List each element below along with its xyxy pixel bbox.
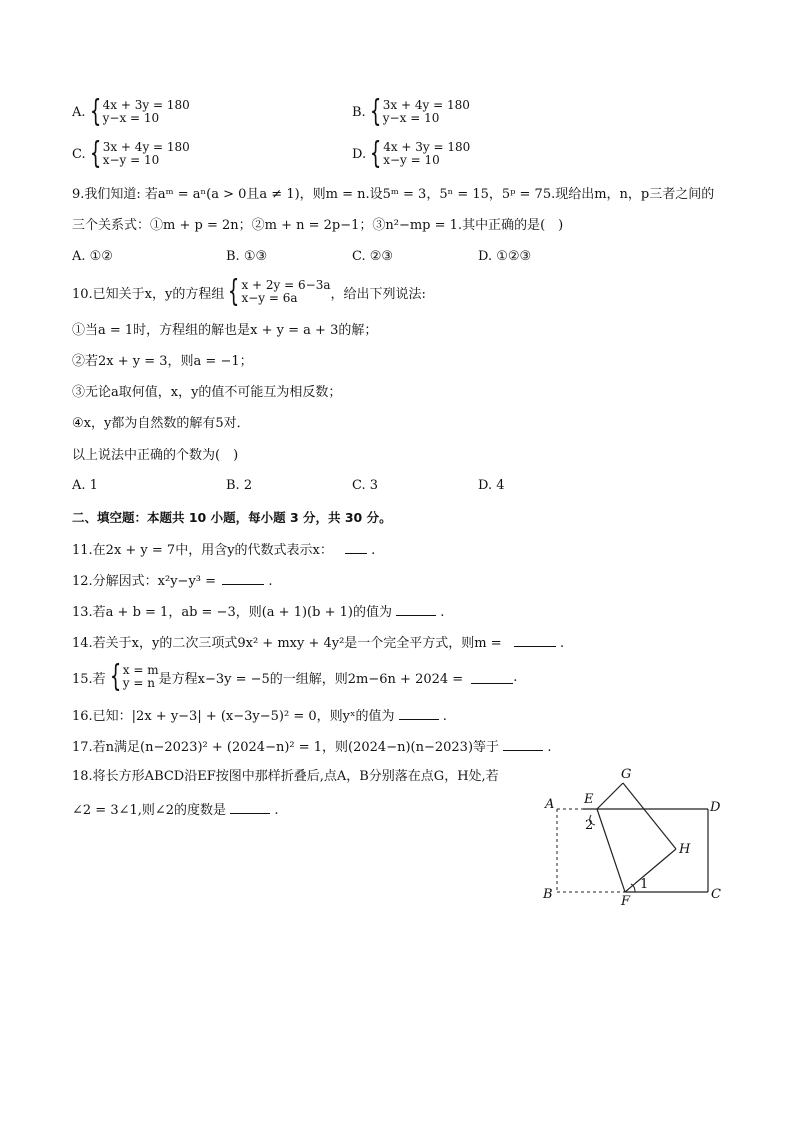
q9-option-d: D. ①②③	[478, 249, 532, 264]
equation-row-1: 4x + 3y = 180	[383, 140, 471, 154]
period: .	[513, 669, 518, 685]
period: .	[559, 636, 565, 651]
q18-line-1: 18.将长方形ABCD沿EF按图中那样折叠后,点A，B分别落在点G，H处,若	[72, 769, 499, 784]
answer-blank[interactable]	[230, 801, 270, 814]
equation-row-2: x−y = 10	[383, 153, 440, 167]
q8-option-c	[72, 136, 190, 171]
equation-row-1: 3x + 4y = 180	[382, 98, 470, 112]
q16	[72, 707, 447, 725]
label-h: H	[679, 842, 691, 857]
system-rows	[383, 141, 470, 167]
q10-statement-2: ②若2x + y = 3，则a = −1；	[72, 354, 253, 369]
label-angle-1: 1	[640, 877, 649, 892]
period: .	[442, 709, 447, 724]
fold-line-ef	[597, 809, 625, 892]
equation-row-2: y−x = 10	[382, 111, 440, 125]
q12-text: 12.分解因式：x²y−y³ =	[72, 574, 217, 589]
equation-row-2: x−y = 6a	[241, 291, 298, 305]
period: .	[440, 605, 445, 620]
q15-text: 是方程x−3y = −5的一组解，则2m−6n + 2024 =	[158, 671, 464, 687]
q8-option-b	[352, 94, 470, 129]
brace: {	[369, 136, 382, 171]
label-a: A	[545, 797, 555, 812]
q13	[72, 603, 444, 621]
period: .	[274, 803, 279, 818]
option-label: A.	[72, 104, 86, 120]
q14	[72, 634, 564, 652]
answer-blank[interactable]	[514, 634, 556, 647]
q10-statement-3: ③无论a取何值，x，y的值不可能互为相反数；	[72, 385, 342, 400]
q17	[72, 738, 551, 756]
q17-text: 17.若n满足(n−2023)² + (2024−n)² = 1，则(2024−n)(n−2023)等于	[72, 740, 500, 755]
label-e: E	[584, 792, 594, 807]
option-label: B.	[352, 104, 366, 120]
angle-1-arc	[631, 884, 635, 892]
brace: {	[109, 659, 121, 694]
folding-figure	[535, 765, 735, 910]
brace: {	[89, 136, 101, 171]
q10-tail: ，给出下列说法:	[330, 286, 426, 302]
equation-row-1: x = m	[122, 663, 159, 677]
q18-line-2	[72, 801, 278, 819]
equation-row-1: 4x + 3y = 180	[102, 98, 190, 112]
q12	[72, 572, 272, 590]
system-rows	[383, 99, 470, 125]
brace: {	[89, 94, 101, 129]
option-label: D.	[352, 146, 367, 162]
q10-option-c: C. 3	[352, 478, 379, 493]
answer-blank[interactable]	[503, 738, 543, 751]
system-rows	[241, 279, 330, 305]
edge-eg	[597, 783, 623, 809]
system-rows	[103, 99, 190, 125]
label-d: D	[710, 800, 721, 815]
q9-line-2: 三个关系式：①m + p = 2n；②m + n = 2p−1；③n²−mp = 1.其中正确的是( )	[72, 218, 564, 233]
q9-option-c: C. ②③	[352, 249, 394, 264]
equation-row-2: y−x = 10	[102, 111, 160, 125]
answer-blank[interactable]	[396, 603, 436, 616]
equation-row-2: x−y = 10	[102, 153, 160, 167]
q10-option-a: A. 1	[72, 478, 98, 493]
label-angle-2: 2	[585, 818, 594, 833]
q10-option-d: D. 4	[478, 478, 505, 493]
equation-row-1: 3x + 4y = 180	[102, 140, 190, 154]
answer-blank[interactable]	[471, 671, 513, 684]
q10-statement-1: ①当a = 1时，方程组的解也是x + y = a + 3的解；	[72, 323, 378, 338]
option-label: C.	[72, 146, 86, 162]
figure-svg	[535, 765, 735, 910]
brace: {	[369, 94, 381, 129]
label-g: G	[621, 767, 632, 782]
q16-text: 16.已知：|2x + y−3| + (x−3y−5)² = 0，则yˣ的值为	[72, 709, 395, 724]
q9-option-a: A. ①②	[72, 249, 113, 264]
answer-blank[interactable]	[345, 541, 367, 554]
q8-option-a	[72, 94, 190, 129]
label-c: C	[711, 887, 721, 902]
q11-text: 11.在2x + y = 7中，用含y的代数式表示x：	[72, 543, 333, 558]
system-rows	[123, 664, 159, 690]
edge-gh	[623, 783, 676, 849]
q10-stem	[72, 274, 426, 309]
q15	[72, 659, 518, 694]
q10-option-b: B. 2	[226, 478, 253, 493]
equation-row-2: y = n	[122, 676, 155, 690]
q18-text: ∠2 = 3∠1,则∠2的度数是	[72, 803, 227, 818]
q15-lead: 15.若	[72, 671, 106, 687]
q10-statement-4: ④x，y都为自然数的解有5对．	[72, 416, 250, 431]
period: .	[371, 543, 376, 558]
answer-blank[interactable]	[222, 572, 264, 585]
q9-option-b: B. ①③	[226, 249, 268, 264]
label-b: B	[543, 887, 553, 902]
q13-text: 13.若a + b = 1，ab = −3，则(a + 1)(b + 1)的值为	[72, 605, 392, 620]
q14-text: 14.若关于x，y的二次三项式9x² + mxy + 4y²是一个完全平方式，则m =	[72, 636, 502, 651]
label-f: F	[621, 894, 631, 909]
brace: {	[228, 274, 240, 309]
section-2-heading: 二、填空题：本题共 10 小题，每小题 3 分，共 30 分。	[72, 510, 392, 525]
period: .	[547, 740, 552, 755]
system-rows	[103, 141, 190, 167]
q10-question: 以上说法中正确的个数为( )	[72, 448, 239, 463]
period: .	[268, 574, 273, 589]
q9-line-1: 9.我们知道: 若aᵐ = aⁿ(a > 0且a ≠ 1)，则m = n.设5ᵐ = 3，5ⁿ = 15，5ᵖ = 75.现给出m，n，p三者之间的	[72, 187, 715, 202]
q10-lead: 10.已知关于x，y的方程组	[72, 286, 225, 302]
q8-option-d	[352, 136, 471, 171]
q11	[72, 541, 375, 559]
equation-row-1: x + 2y = 6−3a	[241, 278, 331, 292]
answer-blank[interactable]	[399, 707, 439, 720]
